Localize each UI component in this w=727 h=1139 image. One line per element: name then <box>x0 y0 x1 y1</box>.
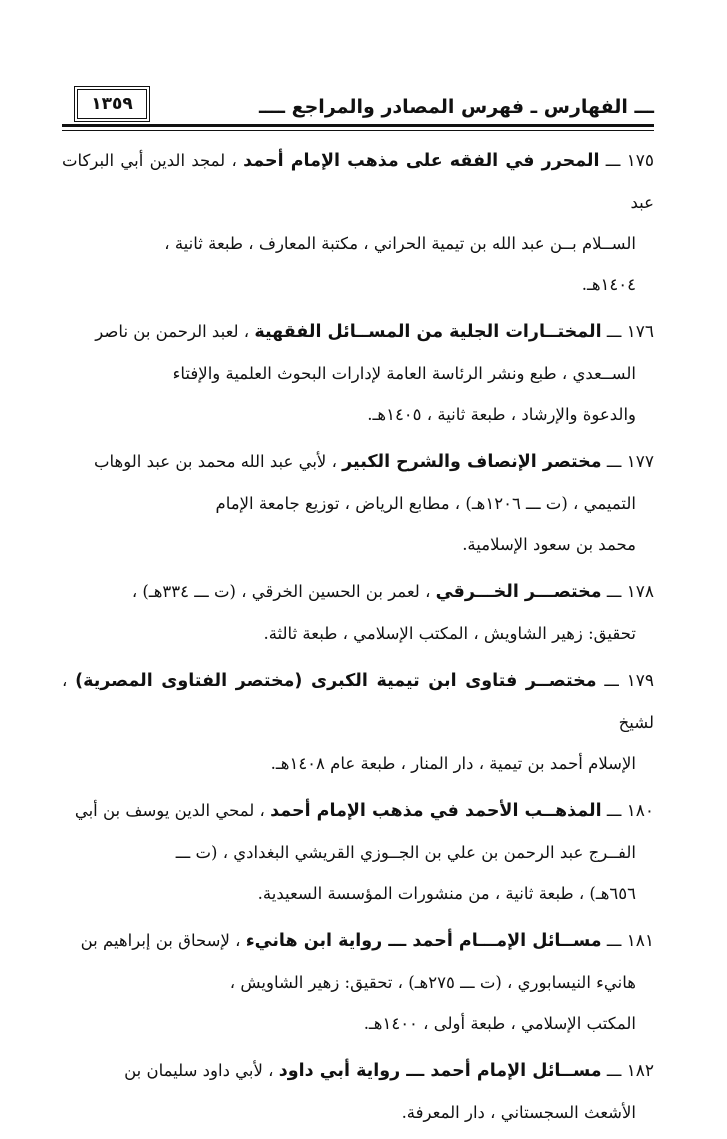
entry-text: والدعوة والإرشاد ، طبعة ثانية ، ١٤٠٥هـ. <box>367 405 636 424</box>
header-rule-thin <box>62 130 654 131</box>
entry-title: المختــارات الجلية من المســائل الفقهية <box>254 322 602 342</box>
entry-title: المحرر في الفقه على مذهب الإمام أحمد <box>243 151 600 171</box>
entry-title: مختصـــر الخـــرقي <box>435 582 602 602</box>
bibliography-entry: ١٧٩ ـــ مختصــر فتاوى ابن تيمية الكبرى (مختصر الفتاوى المصرية) ، لشيخ الإسلام أحمد بن تيمية ، دار المنار ، طبعة عام ١٤٠٨هـ. <box>62 660 654 784</box>
entry-title: مختصــر فتاوى ابن تيمية الكبرى (مختصر الفتاوى المصرية) <box>75 671 597 691</box>
entry-text: الســعدي ، طبع ونشر الرئاسة العامة لإدارات البحوث العلمية والإفتاء <box>172 364 636 383</box>
entry-text: هانيء النيسابوري ، (ت ـــ ٢٧٥هـ) ، تحقيق: زهير الشاويش ، <box>229 973 636 992</box>
entry-number: ١٧٦ <box>626 322 654 342</box>
entry-number: ١٧٨ <box>626 582 654 602</box>
entry-number: ١٨٠ <box>626 801 654 821</box>
entry-number: ١٨١ <box>626 931 654 951</box>
entry-text: ، لإسحاق بن إبراهيم بن <box>80 931 241 950</box>
entry-number: ١٧٧ <box>626 452 654 472</box>
bibliography-entry: ١٨٠ ـــ المذهــب الأحمد في مذهب الإمام أحمد ، لمحي الدين يوسف بن أبي الفــرج عبد الرحمن بن علي بن الجــوزي القريشي البغدادي ، (ت ـــ ٦٥٦هـ) ، طبعة ثانية ، من منشورات المؤسسة السعيدية. <box>62 790 654 914</box>
entry-text: ٦٥٦هـ) ، طبعة ثانية ، من منشورات المؤسسة السعيدية. <box>257 884 636 903</box>
bibliography-entry: ١٧٦ ـــ المختــارات الجلية من المســائل الفقهية ، لعبد الرحمن بن ناصر الســعدي ، طبع ونشر الرئاسة العامة لإدارات البحوث العلمية والإفتاء والدعوة والإرشاد ، طبعة ثانية ، ١٤٠٥هـ. <box>62 311 654 435</box>
entry-text: ، لمجد الدين أبي البركات عبد <box>62 151 654 212</box>
entry-text: ، لعبد الرحمن بن ناصر <box>95 322 250 341</box>
entry-text: محمد بن سعود الإسلامية. <box>462 535 636 554</box>
entry-number: ١٧٥ <box>626 151 655 171</box>
entry-text: تحقيق: زهير الشاويش ، المكتب الإسلامي ، طبعة ثالثة. <box>263 624 636 643</box>
entry-number: ١٨٢ <box>626 1061 654 1081</box>
bibliography-entry: ١٧٥ ـــ المحرر في الفقه على مذهب الإمام أحمد ، لمجد الدين أبي البركات عبد الســلام بــن عبد الله بن تيمية الحراني ، مكتبة المعارف ، طبعة ثانية ، ١٤٠٤هـ. <box>62 140 654 305</box>
entry-text: الفــرج عبد الرحمن بن علي بن الجــوزي القريشي البغدادي ، (ت ـــ <box>175 843 636 862</box>
bibliography-entry: ١٧٨ ـــ مختصـــر الخـــرقي ، لعمر بن الحسين الخرقي ، (ت ـــ ٣٣٤هـ) ، تحقيق: زهير الشاويش ، المكتب الإسلامي ، طبعة ثالثة. <box>62 571 654 654</box>
entry-text: ، لأبي عبد الله محمد بن عبد الوهاب <box>93 452 337 471</box>
bibliography-entry: ١٨١ ـــ مســائل الإمـــام أحمد ـــ رواية ابن هانيء ، لإسحاق بن إبراهيم بن هانيء النيسابوري ، (ت ـــ ٢٧٥هـ) ، تحقيق: زهير الشاويش ، المكتب الإسلامي ، طبعة أولى ، ١٤٠٠هـ. <box>62 920 654 1044</box>
entry-title: مســائل الإمـــام أحمد ـــ رواية ابن هانيء <box>245 931 602 951</box>
entry-title: مســائل الإمام أحمد ـــ رواية أبي داود <box>278 1061 602 1081</box>
entry-text: الســلام بــن عبد الله بن تيمية الحراني ، مكتبة المعارف ، طبعة ثانية ، <box>164 234 636 253</box>
entry-title: المذهــب الأحمد في مذهب الإمام أحمد <box>270 801 602 821</box>
page-number: ١٣٥٩ <box>74 86 150 122</box>
entry-text: الإسلام أحمد بن تيمية ، دار المنار ، طبعة عام ١٤٠٨هـ. <box>270 754 636 773</box>
entry-text: ، لعمر بن الحسين الخرقي ، (ت ـــ ٣٣٤هـ) ، <box>131 582 431 601</box>
entry-text: الأشعث السجستاني ، دار المعرفة. <box>401 1103 636 1122</box>
header-rule-thick <box>62 124 654 127</box>
bibliography-entry: ١٧٧ ـــ مختصر الإنصاف والشرح الكبير ، لأبي عبد الله محمد بن عبد الوهاب التميمي ، (ت ـــ ١٢٠٦هـ) ، مطابع الرياض ، توزيع جامعة الإمام محمد بن سعود الإسلامية. <box>62 441 654 565</box>
entry-text: ، لأبي داود سليمان بن <box>124 1061 274 1080</box>
entry-text: التميمي ، (ت ـــ ١٢٠٦هـ) ، مطابع الرياض ، توزيع جامعة الإمام <box>215 494 636 513</box>
entry-text: ١٤٠٤هـ. <box>581 275 636 294</box>
bibliography-list <box>62 140 654 1139</box>
entry-text: المكتب الإسلامي ، طبعة أولى ، ١٤٠٠هـ. <box>363 1014 636 1033</box>
header-title: ـــ الفهارس ـ فهرس المصادر والمراجع ــــ <box>259 96 654 118</box>
entry-text: ، لمحي الدين يوسف بن أبي <box>74 801 265 820</box>
bibliography-entry: ١٨٢ ـــ مســائل الإمام أحمد ـــ رواية أبي داود ، لأبي داود سليمان بن الأشعث السجستاني ، دار المعرفة. <box>62 1050 654 1133</box>
entry-title: مختصر الإنصاف والشرح الكبير <box>342 452 602 472</box>
entry-text: ، لشيخ <box>62 671 654 732</box>
entry-number: ١٧٩ <box>626 671 655 691</box>
page-header <box>62 84 654 132</box>
